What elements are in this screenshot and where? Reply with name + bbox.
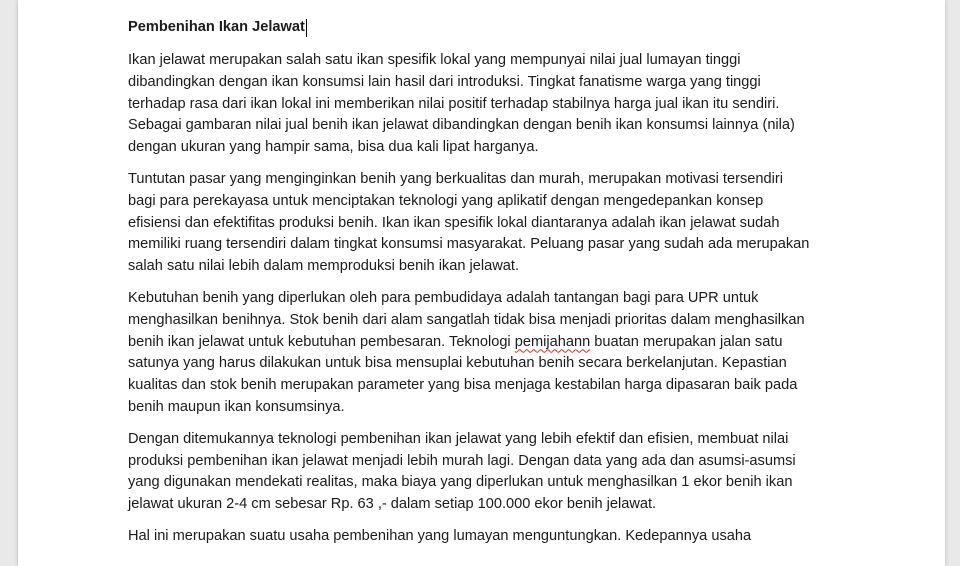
text-run: Hal ini merupakan suatu usaha pembenihan yang lumayan menguntungkan. Kedepannya usaha <box>128 527 752 544</box>
text-line <box>128 451 838 473</box>
text-line <box>128 310 838 332</box>
paragraph-2[interactable] <box>128 169 838 278</box>
text-run: efisiensi dan efektifitas produksi benih. Ikan ikan spesifik lokal diantaranya adalah ikan jelawat sudah <box>128 214 780 231</box>
text-line <box>128 375 838 397</box>
text-line <box>128 234 838 256</box>
text-line <box>128 288 838 310</box>
text-run: salah satu nilai lebih dalam memproduksi benih ikan jelawat. <box>128 258 520 275</box>
document-body[interactable] <box>128 17 838 558</box>
paragraph-1[interactable] <box>128 50 838 159</box>
text-line <box>128 213 838 235</box>
text-run: buatan merupakan jalan satu <box>590 333 783 350</box>
text-line <box>128 526 838 548</box>
text-line <box>128 332 838 354</box>
paragraph-4[interactable] <box>128 429 838 516</box>
document-page[interactable] <box>18 0 945 566</box>
text-line <box>128 472 838 494</box>
text-run: kualitas dan stok benih merupakan parameter yang bisa menjaga kestabilan harga dipasaran baik pada <box>128 377 798 394</box>
text-line <box>128 137 838 159</box>
text-run: dibandingkan dengan ikan konsumsi lain hasil dari introduksi. Tingkat fanatisme warga yang tinggi <box>128 73 761 90</box>
text-line <box>128 72 838 94</box>
text-line <box>128 494 838 516</box>
text-run: jelawat ukuran 2-4 cm sebesar Rp. 63 ,- dalam setiap 100.000 ekor benih jelawat. <box>128 496 657 513</box>
text-run: yang digunakan mendekati realitas, maka biaya yang diperlukan untuk menghasilkan 1 ekor benih ikan <box>128 474 793 491</box>
text-run: terhadap rasa dari ikan lokal ini memberikan nilai positif terhadap stabilnya harga jual ikan itu sendiri. <box>128 95 780 112</box>
text-line <box>128 94 838 116</box>
paragraph-5[interactable] <box>128 526 838 548</box>
text-run: memiliki ruang tersendiri dalam tingkat konsumsi masyarakat. Peluang pasar yang sudah ada merupakan <box>128 236 810 253</box>
text-line <box>128 256 838 278</box>
text-run: satunya yang harus dilakukan untuk bisa mensuplai kebutuhan benih secara berkelanjutan. Kepastian <box>128 355 787 372</box>
text-line <box>128 191 838 213</box>
paragraph-3[interactable] <box>128 288 838 419</box>
text-run: bagi para perekayasa untuk menciptakan teknologi yang aplikatif dengan mengedepankan konsep <box>128 192 764 209</box>
misspelled-word[interactable]: pemijahann <box>514 333 591 350</box>
text-line <box>128 169 838 191</box>
text-run: benih maupun ikan konsumsinya. <box>128 398 345 415</box>
document-heading[interactable] <box>128 17 838 39</box>
text-run: Tuntutan pasar yang menginginkan benih yang berkualitas dan murah, merupakan motivasi tersendiri <box>128 170 783 187</box>
text-line <box>128 397 838 419</box>
text-line <box>128 429 838 451</box>
text-run: menghasilkan benihnya. Stok benih dari alam sangatlah tidak bisa menjadi prioritas dalam menghasilkan <box>128 311 805 328</box>
text-run: Sebagai gambaran nilai jual benih ikan jelawat dibandingkan dengan benih ikan konsumsi lainnya (nila) <box>128 117 795 134</box>
text-cursor <box>306 19 307 37</box>
heading-text: Pembenihan Ikan Jelawat <box>128 19 305 36</box>
text-run: benih ikan jelawat untuk kebutuhan pembesaran. Teknologi <box>128 333 515 350</box>
text-line <box>128 353 838 375</box>
text-line <box>128 115 838 137</box>
text-run: dengan ukuran yang hampir sama, bisa dua kali lipat harganya. <box>128 139 539 156</box>
text-run: Kebutuhan benih yang diperlukan oleh para pembudidaya adalah tantangan bagi para UPR untuk <box>128 289 759 306</box>
text-run: Ikan jelawat merupakan salah satu ikan spesifik lokal yang mempunyai nilai jual lumayan tinggi <box>128 52 741 68</box>
text-run: produksi pembenihan ikan jelawat menjadi lebih murah lagi. Dengan data yang ada dan asumsi-asumsi <box>128 452 796 469</box>
text-line <box>128 50 838 72</box>
text-run: Dengan ditemukannya teknologi pembenihan ikan jelawat yang lebih efektif dan efisien, membuat nilai <box>128 430 789 447</box>
